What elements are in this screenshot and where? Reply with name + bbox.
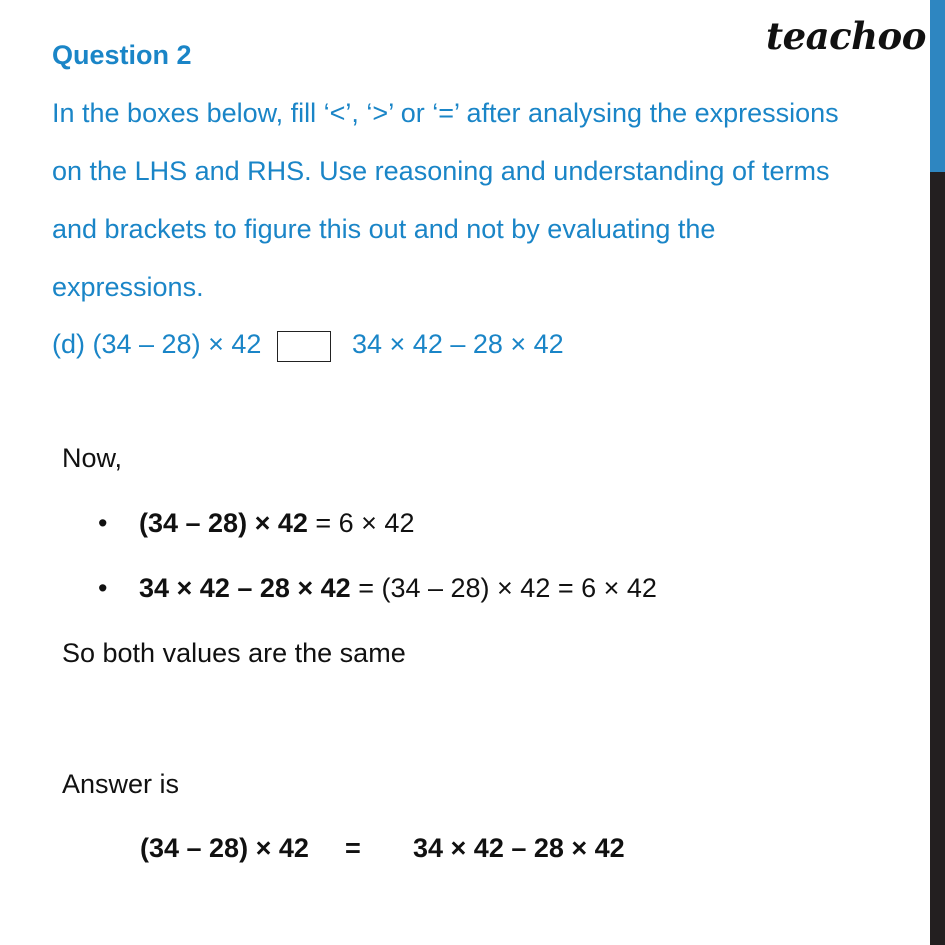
bullet-1-rest: = 6 × 42 xyxy=(307,508,415,538)
question-line-3: and brackets to figure this out and not by evaluating the xyxy=(52,214,716,244)
question-line-4: expressions. xyxy=(52,272,204,302)
bullet-2-bold: 34 × 42 – 28 × 42 xyxy=(139,573,351,603)
bullet-icon: • xyxy=(98,573,108,603)
question-line-1: In the boxes below, fill ‘<’, ‘>’ or ‘=’ after analysing the expressions xyxy=(52,98,839,128)
bullet-1-bold: (34 – 28) × 42 xyxy=(139,508,308,538)
conclusion-text: So both values are the same xyxy=(62,638,406,668)
answer-label: Answer is xyxy=(62,769,180,799)
slide-side-bar xyxy=(930,0,945,945)
question-line-2: on the LHS and RHS. Use reasoning and understanding of terms xyxy=(52,156,830,186)
part-d-lhs: (d) (34 – 28) × 42 xyxy=(52,329,262,359)
bullet-1 xyxy=(139,508,414,539)
bullet-2-rest: = (34 – 28) × 42 = 6 × 42 xyxy=(350,573,657,603)
bullet-icon: • xyxy=(98,508,108,538)
part-d-rhs: 34 × 42 – 28 × 42 xyxy=(352,329,564,359)
bullet-2 xyxy=(139,573,657,604)
question-title: Question 2 xyxy=(52,40,192,70)
teachoo-logo: teachoo xyxy=(766,14,926,58)
final-rhs: 34 × 42 – 28 × 42 xyxy=(413,833,625,863)
comparison-answer-box[interactable] xyxy=(277,331,331,362)
slide-side-bar-accent xyxy=(930,0,945,172)
final-operator: = xyxy=(345,833,361,863)
final-lhs: (34 – 28) × 42 xyxy=(140,833,309,863)
now-label: Now, xyxy=(62,443,123,473)
